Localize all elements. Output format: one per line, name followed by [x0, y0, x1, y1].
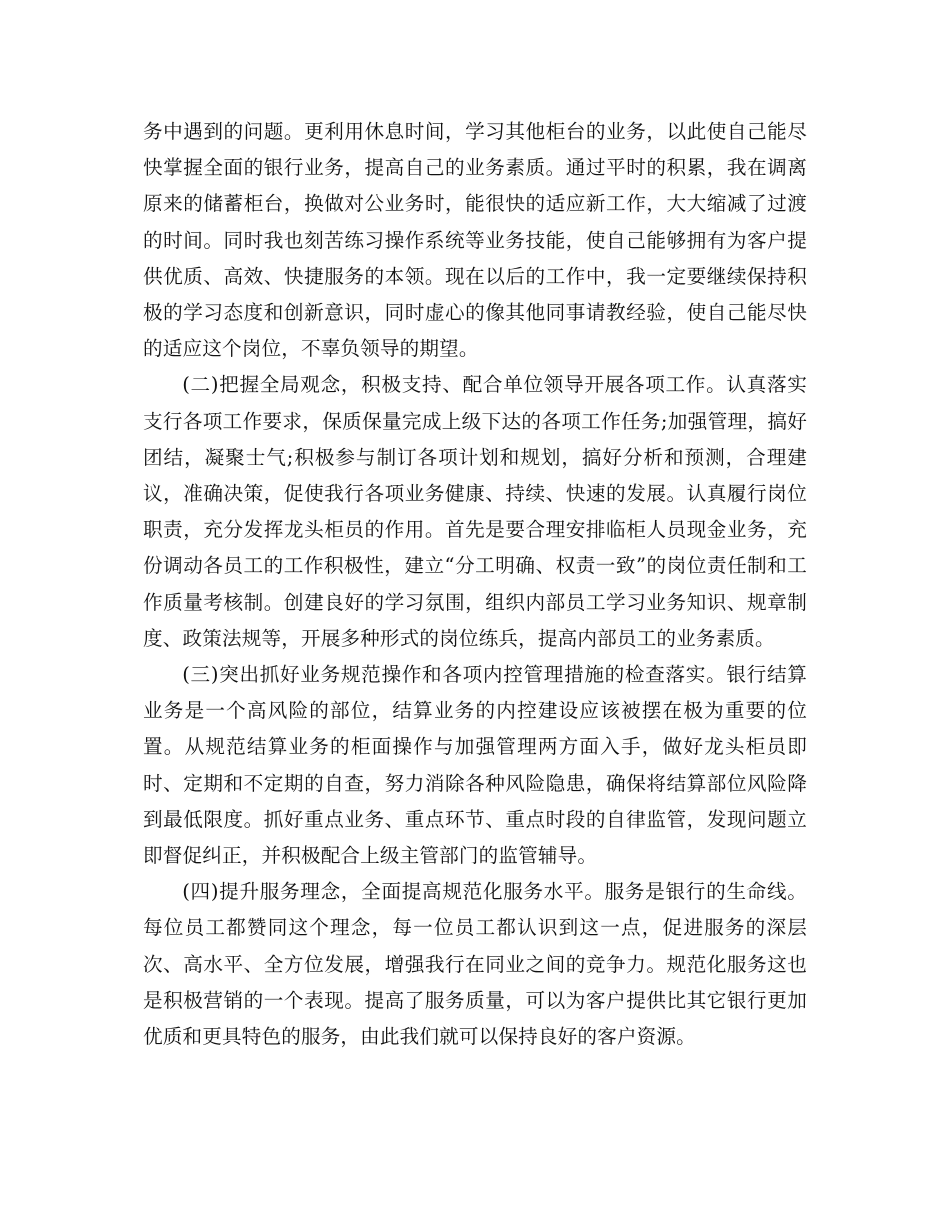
paragraph-section-4: (四)提升服务理念，全面提高规范化服务水平。服务是银行的生命线。每位员工都赞同这个理念，每一位员工都认识到这一点，促进服务的深层次、高水平、全方位发展，增强我行在同业之间的竞争力。规范化服务这也是积极营销的一个表现。提高了服务质量，可以为客户提供比其它银行更加优质和更具特色的服务，由此我们就可以保持良好的客户资源。: [143, 880, 807, 1049]
paragraph-continuation: 务中遇到的问题。更利用休息时间，学习其他柜台的业务，以此使自己能尽快掌握全面的银行业务，提高自己的业务素质。通过平时的积累，我在调离原来的储蓄柜台，换做对公业务时，能很快的适应新工作，大大缩减了过渡的时间。同时我也刻苦练习操作系统等业务技能，使自己能够拥有为客户提供优质、高效、快捷服务的本领。现在以后的工作中，我一定要继续保持积极的学习态度和创新意识，同时虚心的像其他同事请教经验，使自己能尽快的适应这个岗位，不辜负领导的期望。: [143, 120, 807, 361]
paragraph-section-3: (三)突出抓好业务规范操作和各项内控管理措施的检查落实。银行结算业务是一个高风险的部位，结算业务的内控建设应该被摆在极为重要的位置。从规范结算业务的柜面操作与加强管理两方面入手，做好龙头柜员即时、定期和不定期的自查，努力消除各种风险隐患，确保将结算部位风险降到最低限度。抓好重点业务、重点环节、重点时段的自律监管，发现问题立即督促纠正，并积极配合上级主管部门的监管辅导。: [143, 663, 807, 868]
document-body: [143, 114, 807, 1055]
paragraph-section-2: (二)把握全局观念，积极支持、配合单位领导开展各项工作。认真落实支行各项工作要求，保质保量完成上级下达的各项工作任务;加强管理，搞好团结，凝聚士气;积极参与制订各项计划和规划，搞好分析和预测，合理建议，准确决策，促使我行各项业务健康、持续、快速的发展。认真履行岗位职责，充分发挥龙头柜员的作用。首先是要合理安排临柜人员现金业务，充份调动各员工的工作积极性，建立“分工明确、权责一致”的岗位责任制和工作质量考核制。创建良好的学习氛围，组织内部员工学习业务知识、规章制度、政策法规等，开展多种形式的岗位练兵，提高内部员工的业务素质。: [143, 373, 807, 650]
